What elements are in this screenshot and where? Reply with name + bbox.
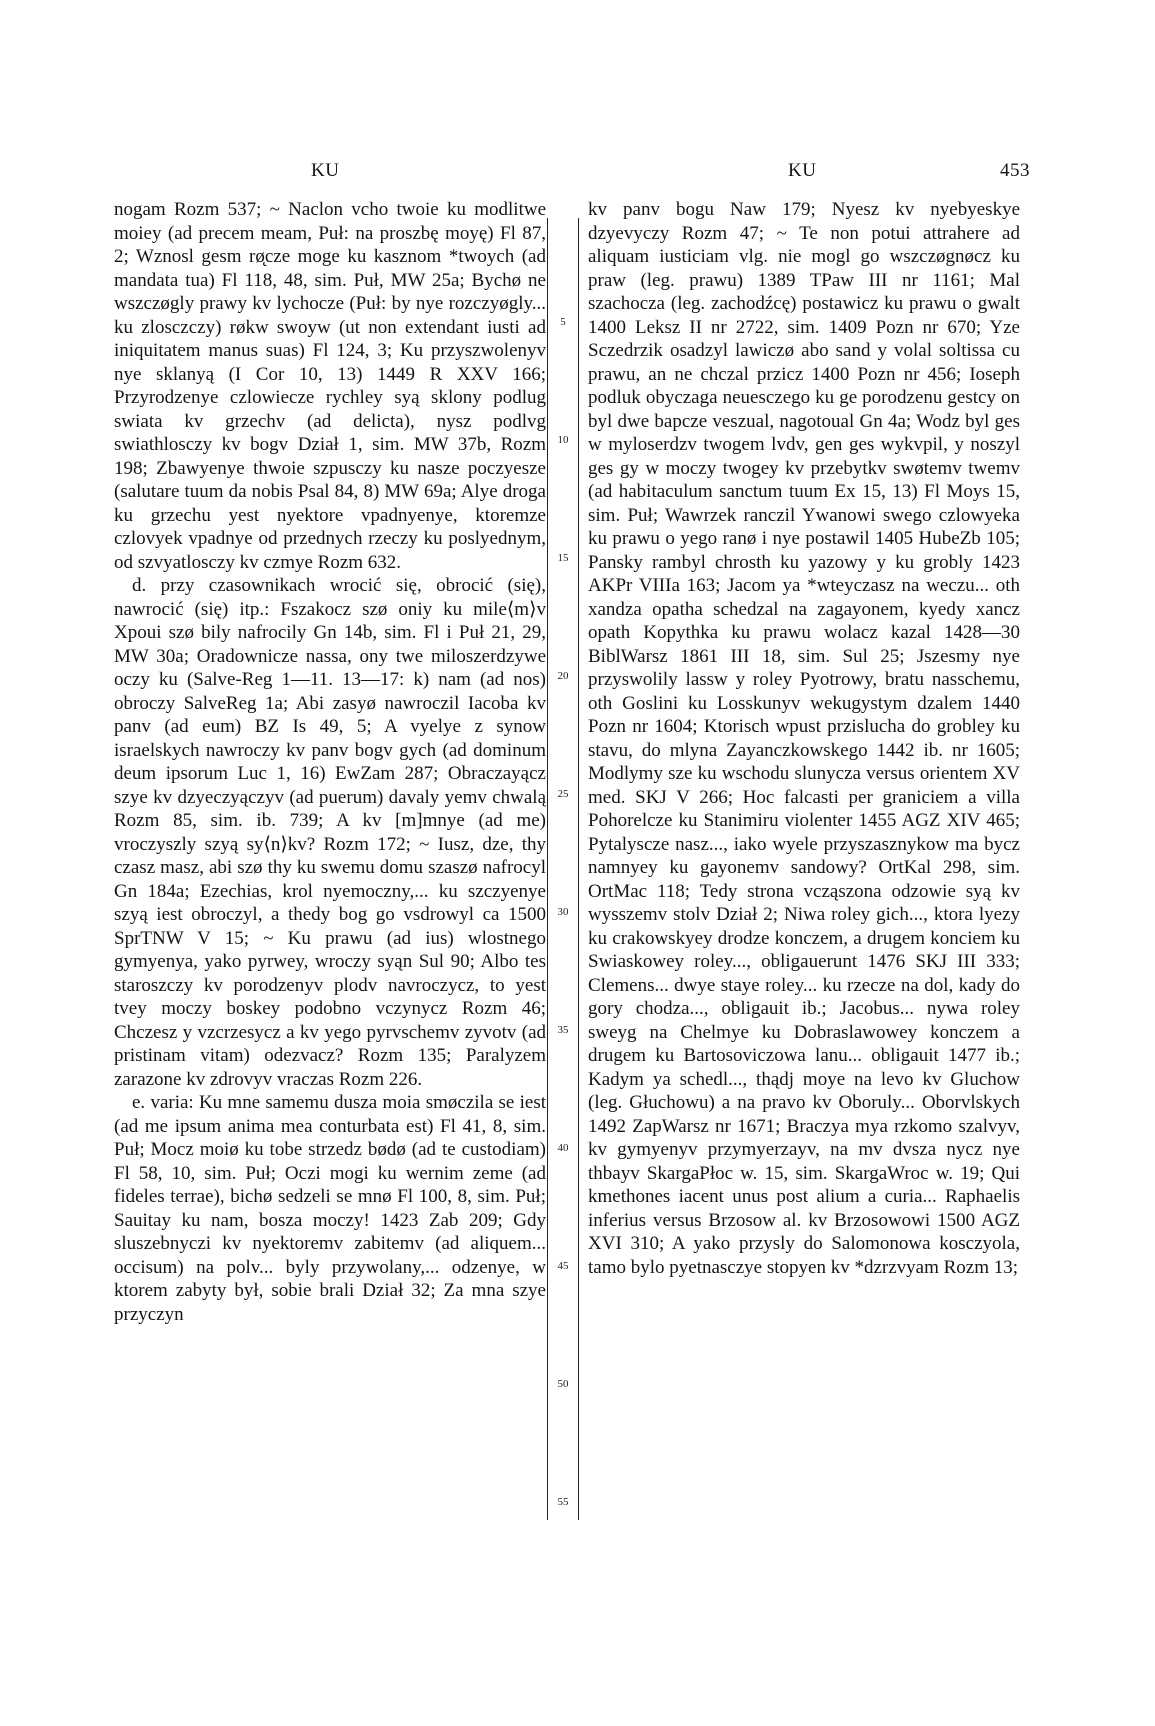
line-number: 5: [560, 316, 566, 328]
line-number: 50: [557, 1378, 569, 1390]
line-number: 15: [557, 552, 569, 564]
column-rule-left: [547, 218, 548, 1520]
page-number: 453: [1000, 160, 1030, 181]
left-paragraph-3: e. varia: Ku mne samemu dusza moia smøczila se iest (ad me ipsum anima mea conturbata est) Fl 41, 8, sim. Puł; Mocz moiø ku tobe strzedz bødø (ad te custodiam) Fl 58, 10, sim. Puł; Oczi mogi ku wernim zeme (ad fideles terrae), bichø sedzeli se mnø Fl 100, 8, sim. Puł; Sauitay ku nam, bosza moczy! 1423 Zab 209; Gdy sluszebnyczi kv nyektoremv zabitemv (ad aliquem... occisum) na polv... byly przywolany,... odzenye, w ktorem zabyty był, sobie brali Dział 32; Za mna szye przyczyn: [114, 1092, 546, 1325]
right-column: [588, 198, 1020, 1279]
line-number: 30: [557, 906, 569, 918]
line-number: 55: [557, 1496, 569, 1508]
right-paragraph-1: kv panv bogu Naw 179; Nyesz kv nyebyeskye dzyevyczy Rozm 47; ~ Te non potui attrahere ad aliquam iusticiam vlg. nie mogl go wszczøgnøcz ku praw (leg. prawu) 1389 TPaw III nr 1161; Mal szachocza (leg. zachodźcę) postawicz ku prawu o gwalt 1400 Leksz II nr 2722, sim. 1409 Pozn nr 670; Yze Sczedrzik osadzyl lawiczø abo sand y volal soltissa cu prawu, an ne chczal przicz 1400 Pozn nr 456; Ioseph podluk obyczaga neuesczego ku ge porodzenu gestcy on byl dwe bapcze veszual, nagotoual Gn 4a; Wodz byl ges w myloserdzv twogem lvdv, gen ges wykvpil, y noszyl ges gy w moczy twogey kv przebytkv swøtemv twemv (ad habitaculum sanctum tuum Ex 15, 13) Fl Moys 15, sim. Puł; Wawrzek ranczil Ywanowi swego czlowyeka ku prawu o yego ranø i nye postawil 1405 HubeZb 105; Pansky rambyl chrosth ku yazowy y ku grobly 1423 AKPr VIIIa 163; Jacom ya *wteyczasz na weczu... oth xandza opatha schedzal na zagayonem, kyedy xancz opath Kopythka ku prawu wolacz kazal 1428—30 BiblWarsz 1861 III 18, sim. Sul 25; Jszesmy nye przyswolily lassw y roley Pyotrowy, bratu nasschemu, oth Goslini ku Losskunyv wekugystym dzalem 1440 Pozn nr 1604; Ktorisch wpust przislucha do grobley ku stavu, do mlyna Zayanczkowskego 1442 ib. nr 1605; Modlymy sze ku wschodu slunycza versus orientem XV med. SKJ V 266; Hoc falcasti per graniciem a villa Pohorelcze ku Stanimiru violenter 1455 AGZ XIV 465; Pytalyscze nasz..., iako wyele przyszasznykow ma bycz namnyey ku gayonemv sandowy? OrtKal 298, sim. OrtMac 118; Tedy strona vcząszona odzowie syą kv wysszemv stolv Dział 2; Niwa roley gich..., ktora lyezy ku crakowskyey drodze konczem, a drugem konciem ku Swiaskowey roley..., obligauerunt 1476 SKJ III 333; Clemens... dwye staye roley... ku rzecze na dol, kady do gory chodza..., obligauit ib.; Jacobus... nywa roley sweyg na Chelmye ku Dobraslawowey konczem a drugem ku Bartosoviczowa lanu... obligauit 1477 ib.; Kadym ya schedl..., thądj moye na levo kv Gluchow (leg. Głuchowu) a na pravo kv Oboruly... Oborvlskych 1492 ZapWarsz nr 1671; Braczya mya rzkomo szalvyv, kv gymyenyv przymyerzayv, na mv dvsza nycz nye thbayv SkargaPłoc w. 15, sim. SkargaWroc w. 19; Qui kmethones iacent unus post alium a curia... Raphaelis inferius versus Brzosow al. kv Brzosowowi 1500 AGZ XVI 310; A yako przysly do Salomonowa kosczyola, tamo bylo pyetnasczye stopyen kv *dzrzvyam Rozm 13;: [588, 199, 1020, 1278]
line-number: 35: [557, 1024, 569, 1036]
line-number: 40: [557, 1142, 569, 1154]
left-paragraph-1: nogam Rozm 537; ~ Naclon vcho twoie ku modlitwe moiey (ad precem meam, Puł: na proszbę moyę) Fl 87, 2; Wznosl gesm rø̨cze moge ku kasznom *twoych (ad mandata tua) Fl 118, 48, sim. Puł, MW 25a; Bychø ne wszczøgly prawy kv lychocze (Puł: by nye rozczyøgly... ku zlosczczy) røkw swoyw (ut non extendant iusti ad iniquitatem manus suas) Fl 124, 3; Ku przyszwolenyv nye sklanyą (I Cor 10, 13) 1449 R XXV 166; Przyrodzenye czlowiecze rychley syą sklony podlug swiata kv grzechv (ad delicta), nysz podlvg swiathlosczy kv bogv Dział 1, sim. MW 37b, Rozm 198; Zbawyenye thwoie szpusczy ku nasze poczyesze (salutare tuum da nobis Psal 84, 8) MW 69a; Alye droga ku grzechu yest nyektore vpadnyenye, ktoremze czlovyek vpadnye od przednych rzeczy ku poslyednym, od szvyatlosczy kv czmye Rozm 632.: [114, 199, 546, 573]
line-number: 45: [557, 1260, 569, 1272]
running-head-left: KU: [311, 160, 340, 181]
left-column: [114, 198, 546, 1326]
line-number: 10: [557, 434, 569, 446]
running-head-right: KU: [788, 160, 817, 181]
line-number: 25: [557, 788, 569, 800]
line-number: 20: [557, 670, 569, 682]
column-rule-right: [578, 218, 579, 1520]
left-paragraph-2: d. przy czasownikach wrocić się, obrocić (się), nawrocić (się) itp.: Fszakocz szø oniy ku mile⟨m⟩v Xpoui szø bily nafrocily Gn 14b, sim. Fl i Puł 21, 29, MW 30a; Oradownicze nassa, ony twe miloszerdzywe oczy ku (Salve-Reg 1—11. 13—17: k) nam (ad nos) obroczy SalveReg 1a; Abi zasyø nawroczil Iacoba kv panv (ad eum) BZ Is 49, 5; A vyelye z synow israelskych nawroczy kv panv bogv gych (ad dominum deum ipsorum Luc 1, 16) EwZam 287; Obraczayącz szye kv dzyeczyączyv (ad puerum) davaly yemv chwalą Rozm 85, sim. ib. 739; A kv [m]mnye (ad me) vroczyszly szyą sy⟨n⟩kv? Rozm 172; ~ Iusz, dze, thy czasz masz, abi szø thy ku swemu domu szaszø nafrocyl Gn 184a; Ezechias, krol nyemoczny,... ku szczyenye szyą iest obroczyl, a thedy bog go vsdrowyl ca 1500 SprTNW V 15; ~ Ku prawu (ad ius) wlostnego gymyenya, yako pyrwey, wroczy syąn Sul 90; Albo tes staroszczy kv porodzenyv plodv navroczycz, to yest tvey moczy boskey podobno vczynycz Rozm 46; Chczesz y vzcrzesycz a kv yego pyrvschemv zyvotv (ad pristinam vitam) odezvacz? Rozm 135; Paralyzem zarazone kv zdrovyv vraczas Rozm 226.: [114, 575, 546, 1090]
